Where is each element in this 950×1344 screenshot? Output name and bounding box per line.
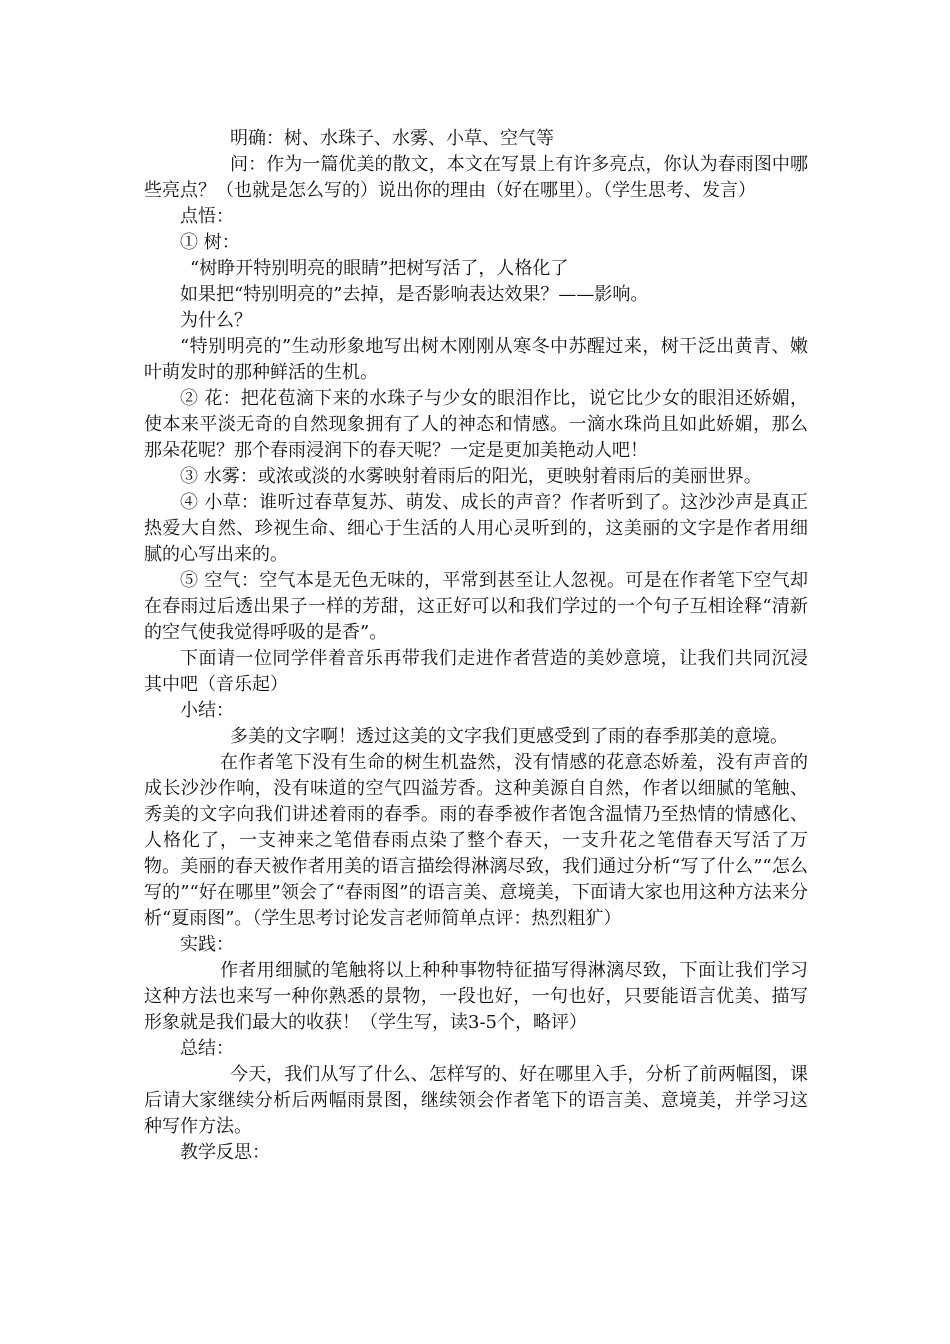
point-tree-quote: “树睁开特别明亮的眼睛”把树写活了，人格化了 <box>190 258 569 279</box>
point-flower: ② 花：把花苞滴下来的水珠子与少女的眼泪作比，说它比少女的眼泪还娇媚，使本来平淡无奇的自然现象拥有了人的神态和情感。一滴水珠尚且如此娇媚，那么那朵花呢？那个春雨浸润下的春天呢？一定是更加美艳动人吧！ <box>144 388 808 461</box>
practice-paragraph: 作者用细腻的笔触将以上种种事物特征描写得淋漓尽致，下面让我们学习这种方法也来写一种你熟悉的景物，一段也好，一句也好，只要能语言优美、描写形象就是我们最大的收获！（学生写，读3-5个，略评） <box>144 960 808 1033</box>
section-heading-practice: 实践： <box>180 934 234 955</box>
section-heading-conclusion: 总结： <box>180 1038 234 1059</box>
conclusion-paragraph: 今天，我们从写了什么、怎样写的、好在哪里入手，分析了前两幅图，课后请大家继续分析后两幅雨景图，继续领会作者笔下的语言美、意境美，并学习这种写作方法。 <box>144 1064 808 1137</box>
point-air: ⑤ 空气：空气本是无色无味的，平常到甚至让人忽视。可是在作者笔下空气却在春雨过后透出果子一样的芳甜，这正好可以和我们学过的一个句子互相诠释“清新的空气使我觉得呼吸的是香”。 <box>144 570 808 643</box>
question-paragraph: 问：作为一篇优美的散文，本文在写景上有许多亮点，你认为春雨图中哪些亮点？（也就是怎么写的）说出你的理由（好在哪里）。（学生思考、发言） <box>144 154 808 201</box>
summary-paragraph-1: 多美的文字啊！透过这美的文字我们更感受到了雨的春季那美的意境。 <box>230 726 788 747</box>
summary-paragraph-2: 在作者笔下没有生命的树生机盎然，没有情感的花意态娇羞，没有声音的成长沙沙作响，没有味道的空气四溢芳香。这种美源自自然，作者以细腻的笔触、秀美的文字向我们讲述着雨的春季。雨的春季被作者饱含温情乃至热情的情感化、人格化了，一支神来之笔借春雨点染了整个春天，一支升花之笔借春天写活了万物。美丽的春天被作者用美的语言描绘得淋漓尽致，我们通过分析“写了什么”“怎么写的”“好在哪里”领会了“春雨图”的语言美、意境美，下面请大家也用这种方法来分析“夏雨图”。（学生思考讨论发言老师简单点评：热烈粗犷） <box>144 752 808 929</box>
point-tree-question: 如果把“特别明亮的”去掉，是否影响表达效果？——影响。 <box>180 284 649 305</box>
point-grass: ④ 小草：谁听过春草复苏、萌发、成长的声音？作者听到了。这沙沙声是真正热爱大自然、珍视生命、细心于生活的人用心灵听到的，这美丽的文字是作者用细腻的心写出来的。 <box>144 492 808 565</box>
point-tree-heading: ① 树： <box>180 232 240 253</box>
point-mist: ③ 水雾：或浓或淡的水雾映射着雨后的阳光，更映射着雨后的美丽世界。 <box>180 466 762 487</box>
point-tree-explanation: “特别明亮的”生动形象地写出树木刚刚从寒冬中苏醒过来，树干泛出黄青、嫩叶萌发时的那种鲜活的生机。 <box>144 336 808 383</box>
section-heading-summary: 小结： <box>180 700 234 721</box>
music-paragraph: 下面请一位同学伴着音乐再带我们走进作者营造的美妙意境，让我们共同沉浸其中吧（音乐起） <box>144 648 808 695</box>
answer-paragraph: 明确：树、水珠子、水雾、小草、空气等 <box>230 128 554 149</box>
point-tree-why: 为什么？ <box>180 310 252 331</box>
section-heading-insight: 点悟： <box>180 206 234 227</box>
document-body <box>144 126 808 1166</box>
section-heading-reflection: 教学反思： <box>180 1142 270 1163</box>
